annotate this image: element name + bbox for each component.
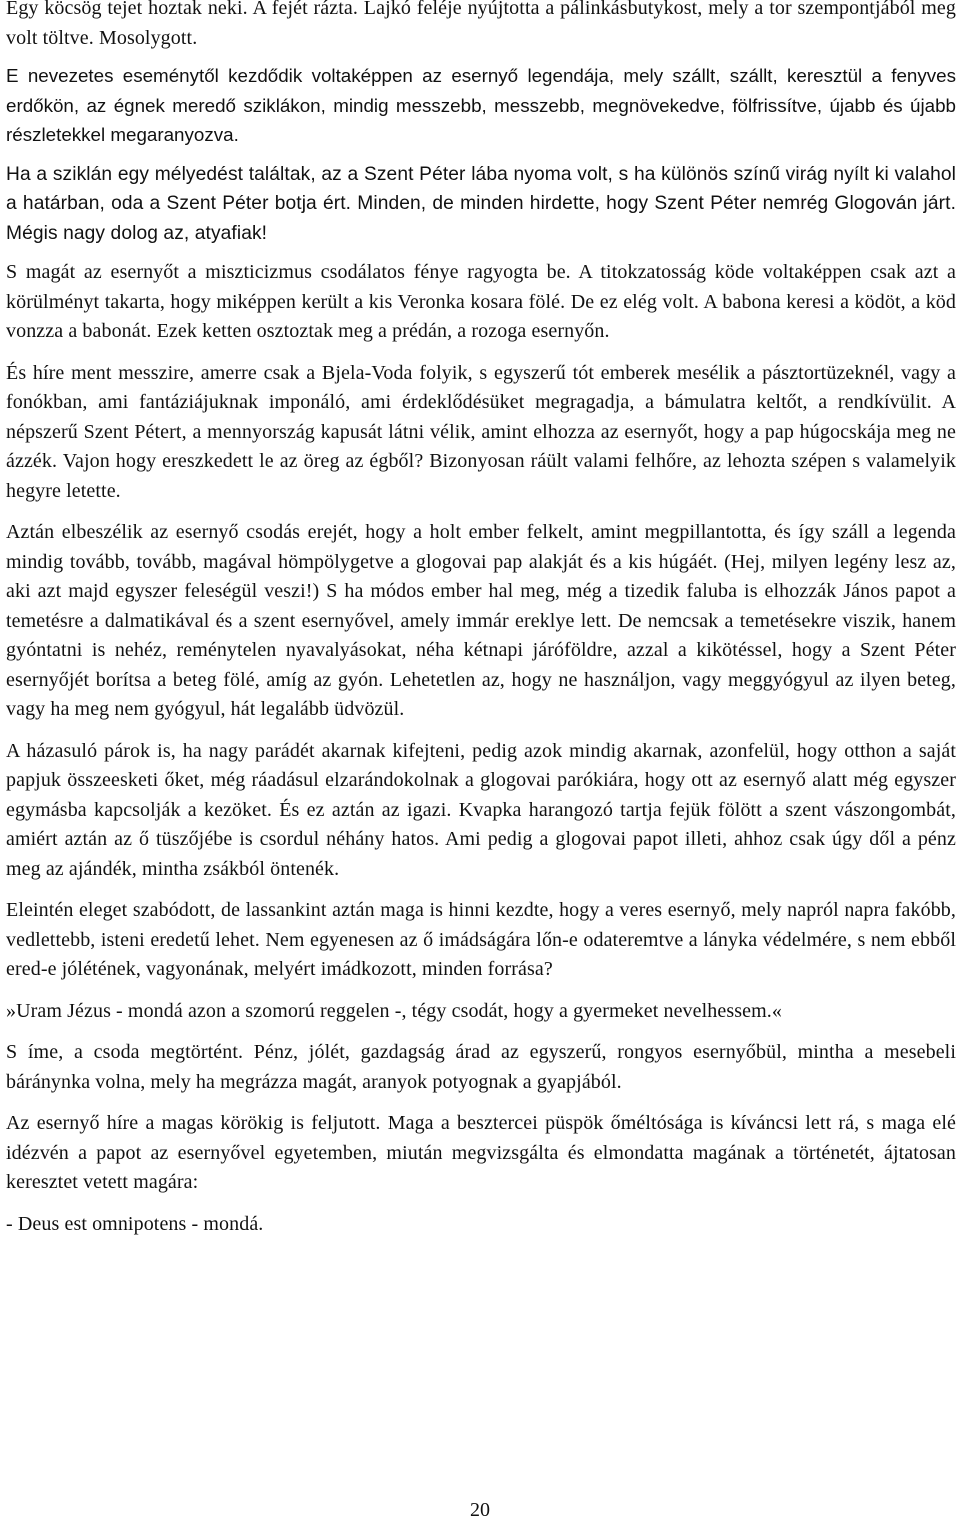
paragraph-5: És híre ment messzire, amerre csak a Bjela-Voda folyik, s egyszerű tót emberek mesélik a pásztortüzeknél, vagy a fonókban, ami fantáziájuknak imponáló, ami érdeklődésüket megragadja, a bámulatra keltőt, a rendkívülit. A népszerű Szent Pétert, a mennyország kapusát látni vélik, amint elhozza az esernyőt, hogy a pap húgocskája meg ne ázzék. Vajon hogy ereszkedett le az öreg az égből? Bizonyosan ráült valami felhőre, az lehozta szépen s valamelyik hegyre letette.: [6, 361, 956, 502]
page-number: 20: [470, 1499, 490, 1521]
paragraph-7: A házasuló párok is, ha nagy parádét akarnak kifejteni, pedig azok mindig akarnak, azonfelül, hogy otthon a saját papjuk összeesketi őket, még ráadásul elzarándokolnak a glogovai parókiára, hogy ott az esernyő alatt még egyszer egymásba kapcsolják a kezöket. És ez aztán az igazi. Kvapka harangozó tartja fejük fölött a szent vászongombát, amiért aztán az ő tüszőjébe is csordul néhány hatos. Ami pedig a glogovai papot illeti, ahhoz csak úgy dől a pénz meg az ajándék, mintha zsákból öntenék.: [6, 739, 956, 880]
paragraph-12: - Deus est omnipotens - mondá.: [6, 1212, 264, 1235]
paragraph-2: E nevezetes eseménytől kezdődik voltaképpen az esernyő legendája, mely szállt, szállt, keresztül a fenyves erdőkön, az égnek meredő sziklákon, mindig messzebb, messzebb, megnövekedve, fölfrissítve, újabb és újabb részletekkel megaranyozva.: [6, 65, 956, 145]
paragraph-1: Egy köcsög tejet hoztak neki. A fejét rázta. Lajkó feléje nyújtotta a pálinkásbutykost, mely a tor szempontjából meg volt töltve. Mosolygott.: [6, 0, 956, 49]
paragraph-3: Ha a sziklán egy mélyedést találtak, az a Szent Péter lába nyoma volt, s ha különös színű virág nyílt ki valahol a határban, oda a Szent Péter botja ért. Minden, de minden hirdette, hogy Szent Péter nemrég Glogován járt. Mégis nagy dolog az, atyafiak!: [6, 163, 956, 244]
paragraph-11: Az esernyő híre a magas körökig is feljutott. Maga a besztercei püspök őméltósága is kíváncsi lett rá, s maga elé idézvén a papot az esernyővel egyetemben, miután megvizsgálta és elmondatta magának a történetét, ájtatosan keresztet vetett magára:: [6, 1112, 956, 1193]
paragraph-6: Aztán elbeszélik az esernyő csodás erejét, hogy a holt ember felkelt, amint megpillantotta, és így száll a legenda mindig tovább, tovább, magával hömpölygetve a glogovai pap alakját és a kis húgáét. (Hej, milyen legény lesz az, aki azt majd egyszer feleségül veszi!) S ha módos ember hal meg, még a tizedik faluba is elhozzák János papot a temetésre a dalmatikával és a szent esernyővel, amely immár ereklye lett. De nemcsak a temetésekre viszik, hanem gyóntatni is nehéz, reménytelen nyavalyásokat, néha kétnapi járóföldre, azzal a kikötéssel, hogy a Szent Péter esernyőjét borítsa a beteg fölé, amíg az gyón. Lehetetlen az, hogy ne használjon, vagy meggyógyul az ilyen beteg, vagy ha meg nem gyógyul, hát legalább üdvözül.: [6, 521, 956, 720]
paragraph-4: S magát az esernyőt a miszticizmus csodálatos fénye ragyogta be. A titokzatosság köde voltaképpen csak azt a körülményt takarta, hogy miképpen került a kis Veronka kosara fölé. De ez elég volt. A babona keresi a ködöt, a köd vonzza a babonát. Ezek ketten osztoztak meg a prédán, a rozoga esernyőn.: [6, 261, 956, 342]
paragraph-10: S íme, a csoda megtörtént. Pénz, jólét, gazdagság árad az egyszerű, rongyos esernyőbül, mintha a mesebeli báránynka volna, mely ha megrázza magát, aranyok potyognak a gyapjából.: [6, 1041, 956, 1093]
document-page: [6, 0, 956, 1239]
paragraph-8: Eleintén eleget szabódott, de lassankint aztán maga is hinni kezdte, hogy a veres esernyő, mely napról napra fakóbb, vedlettebb, isteni eredetű lehet. Nem egyenesen az ő imádságára lőn-e odateremtve a lányka védelmére, s nem ebből ered-e jólétének, vagyonának, melyért imádkozott, minden forrása?: [6, 899, 956, 980]
paragraph-9: »Uram Jézus - mondá azon a szomorú reggelen -, tégy csodát, hogy a gyermeket nevelhessem.«: [6, 999, 782, 1022]
